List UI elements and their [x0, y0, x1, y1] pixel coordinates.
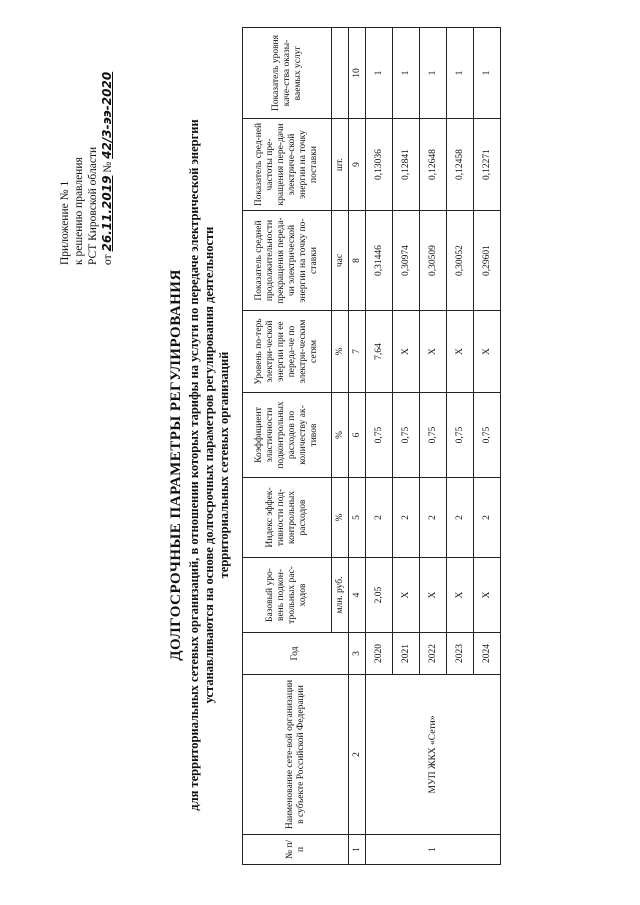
- annex-block: [58, 25, 115, 265]
- elasticity-cell: 0,75: [420, 393, 447, 478]
- header-cell: Показатель уровня каче-ства оказы-ваемых услуг: [243, 28, 332, 119]
- annex-title: Приложение № 1: [59, 180, 71, 265]
- frequency-cell: 0,12648: [420, 119, 447, 211]
- annex-line-2: РСТ Кировской области: [87, 146, 99, 265]
- unit-cell: %: [332, 393, 349, 478]
- quality-cell: 1: [393, 28, 420, 119]
- column-number-cell: 1: [349, 835, 366, 865]
- header-cell: Уровень по-терь электри-ческой энергии при ее переда-че по электри-ческим сетям: [243, 311, 332, 393]
- row-number-cell: 1: [366, 835, 501, 865]
- quality-cell: 1: [474, 28, 501, 119]
- annex-line-3: [100, 25, 115, 265]
- column-number-cell: 2: [349, 675, 366, 835]
- unit-cell: час: [332, 211, 349, 311]
- header-cell: Показатель средней продолжительности прекращения переда-чи электрической энергии на точку по-ставки: [243, 211, 332, 311]
- duration-cell: 0,30974: [393, 211, 420, 311]
- quality-cell: 1: [420, 28, 447, 119]
- title-heading: ДОЛГОСРОЧНЫЕ ПАРАМЕТРЫ РЕГУЛИРОВАНИЯ: [168, 269, 184, 661]
- efficiency-index-cell: 2: [447, 478, 474, 558]
- column-number-cell: 4: [349, 558, 366, 633]
- efficiency-index-cell: 2: [420, 478, 447, 558]
- unit-cell: %: [332, 478, 349, 558]
- unit-cell: млн. руб.: [332, 558, 349, 633]
- losses-cell: 7,64: [366, 311, 393, 393]
- organization-cell: МУП ЖКХ «Сети»: [366, 675, 501, 835]
- duration-cell: 0,29601: [474, 211, 501, 311]
- title-line-2: устанавливаются на основе долгосрочных параметров регулирования деятельности: [202, 226, 216, 704]
- losses-cell: X: [393, 311, 420, 393]
- title-line-3: территориальных сетевых организаций: [217, 351, 231, 579]
- unit-cell: шт.: [332, 119, 349, 211]
- year-cell: 2021: [393, 633, 420, 675]
- table-row: [366, 28, 393, 865]
- elasticity-cell: 0,75: [447, 393, 474, 478]
- base-level-cell: X: [393, 558, 420, 633]
- column-number-row: [349, 28, 366, 865]
- handwritten-date: 26.11.2019: [100, 175, 114, 252]
- quality-cell: 1: [447, 28, 474, 119]
- losses-cell: X: [420, 311, 447, 393]
- header-cell: № п/п: [243, 835, 349, 865]
- elasticity-cell: 0,75: [366, 393, 393, 478]
- column-number-cell: 7: [349, 311, 366, 393]
- column-number-cell: 6: [349, 393, 366, 478]
- year-cell: 2022: [420, 633, 447, 675]
- efficiency-index-cell: 2: [393, 478, 420, 558]
- frequency-cell: 0,12271: [474, 119, 501, 211]
- header-cell: Коэффициент эластичности подконтрольных расходов по количеству ак-тивов: [243, 393, 332, 478]
- quality-cell: 1: [366, 28, 393, 119]
- losses-cell: X: [447, 311, 474, 393]
- elasticity-cell: 0,75: [393, 393, 420, 478]
- base-level-cell: X: [474, 558, 501, 633]
- annex-date-prefix: от: [102, 254, 114, 265]
- unit-cell: %: [332, 311, 349, 393]
- unit-cell: [332, 28, 349, 119]
- annex-line-1: к решению правления: [73, 157, 85, 265]
- table-header-row: [243, 28, 332, 865]
- elasticity-cell: 0,75: [474, 393, 501, 478]
- base-level-cell: 2,05: [366, 558, 393, 633]
- header-cell: Показатель сред-ней частоты пре-кращения пере-дачи электриче-ской энергии на точку поставки: [243, 119, 332, 211]
- handwritten-number: 42/3-ээ-2020: [100, 71, 114, 159]
- title-line-1: для территориальных сетевых организаций, в отношении которых тарифы на услуги по передаче электрической энергии: [187, 119, 201, 811]
- efficiency-index-cell: 2: [366, 478, 393, 558]
- header-cell: Год: [243, 633, 349, 675]
- header-cell: Базовый уро-вень подкон-трольных рас-ходов: [243, 558, 332, 633]
- header-cell: Наименование сете-вой организации в субъекте Российской Федерации: [243, 675, 349, 835]
- column-number-cell: 5: [349, 478, 366, 558]
- document-title: [168, 85, 232, 845]
- year-cell: 2024: [474, 633, 501, 675]
- duration-cell: 0,30509: [420, 211, 447, 311]
- year-cell: 2023: [447, 633, 474, 675]
- column-number-cell: 3: [349, 633, 366, 675]
- duration-cell: 0,31446: [366, 211, 393, 311]
- efficiency-index-cell: 2: [474, 478, 501, 558]
- base-level-cell: X: [420, 558, 447, 633]
- base-level-cell: X: [447, 558, 474, 633]
- column-number-cell: 9: [349, 119, 366, 211]
- frequency-cell: 0,12458: [447, 119, 474, 211]
- duration-cell: 0,30052: [447, 211, 474, 311]
- year-cell: 2020: [366, 633, 393, 675]
- header-cell: Индекс эффек-тивности под-контрольных расходов: [243, 478, 332, 558]
- column-number-cell: 10: [349, 28, 366, 119]
- column-number-cell: 8: [349, 211, 366, 311]
- losses-cell: X: [474, 311, 501, 393]
- parameters-table: [242, 27, 501, 865]
- frequency-cell: 0,12841: [393, 119, 420, 211]
- frequency-cell: 0,13036: [366, 119, 393, 211]
- annex-number-prefix: №: [102, 161, 114, 173]
